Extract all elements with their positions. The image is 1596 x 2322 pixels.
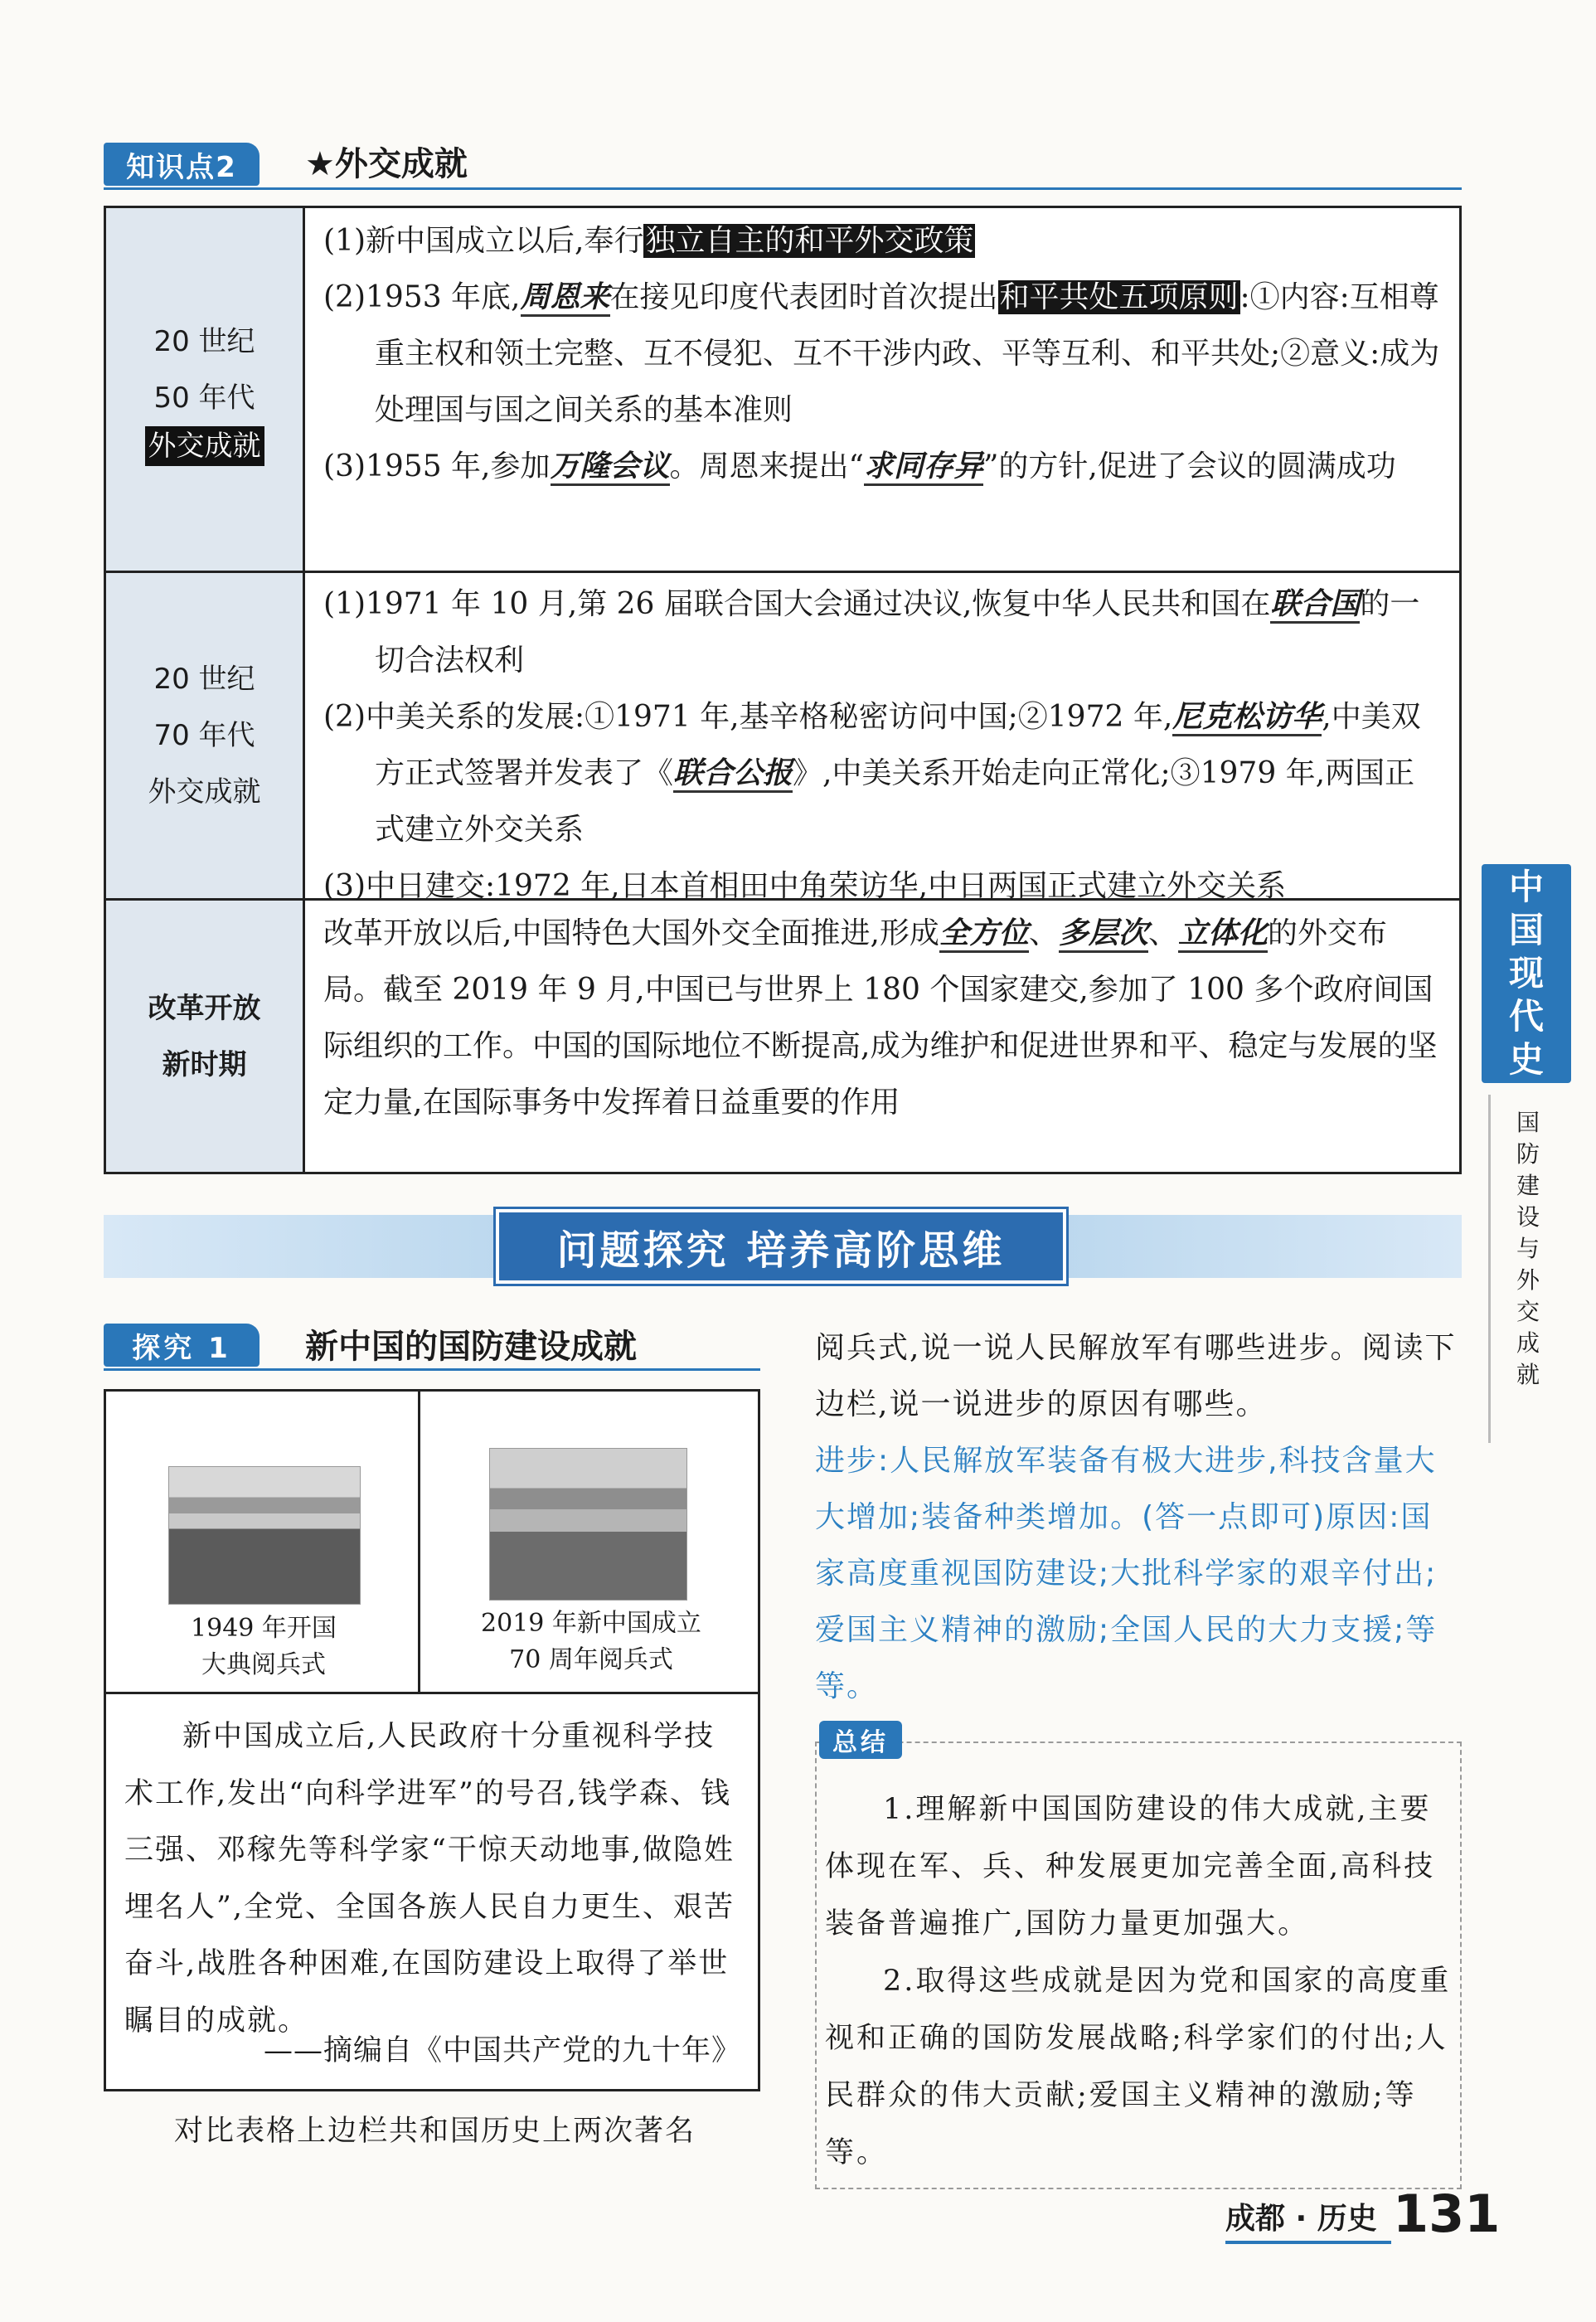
list-item: (2)1953 年底,周恩来在接见印度代表团时首次提出和平共处五项原则:①内容:互相尊重主权和领土完整、互不侵犯、互不干涉内政、平等互利、和平共处;②意义:成为处理国与国之间关系的基本准则 xyxy=(323,280,1440,427)
row-body xyxy=(323,213,1444,495)
list-item: (1)新中国成立以后,奉行独立自主的和平外交政策 xyxy=(323,224,974,258)
row-header-line: 改革开放 xyxy=(148,991,261,1025)
row-header-line: 50 年代 xyxy=(153,381,255,415)
quote-source: ——摘编自《中国共产党的九十年》 xyxy=(263,2034,741,2067)
diplomacy-table xyxy=(104,206,1462,1174)
question-text: 阅兵式,说一说人民解放军有哪些进步。阅读下边栏,说一说进步的原因有哪些。 xyxy=(815,1331,1457,1421)
explore-badge: 探究 1 xyxy=(104,1324,260,1367)
divider xyxy=(104,187,1462,190)
list-item: (3)1955 年,参加万隆会议。周恩来提出“求同存异”的方针,促进了会议的圆满成功 xyxy=(323,439,1444,495)
quote-text: 新中国成立后,人民政府十分重视科学技术工作,发出“向科学进军”的号召,钱学森、钱三强、邓稼先等科学家“干惊天动地事,做隐姓埋名人”,全党、全国各族人民自力更生、艰苦奋斗,战胜各种困难,在国防建设上取得了举世瞩目的成就。 xyxy=(124,1720,735,2038)
summary-badge: 总结 xyxy=(819,1721,902,1759)
footer-label: 成都 · 历史 xyxy=(1225,2202,1377,2236)
row-body xyxy=(323,906,1444,1131)
row-header xyxy=(106,901,305,1172)
row-header-line: 70 年代 xyxy=(153,719,255,752)
divider xyxy=(1488,1095,1491,1443)
photo-caption: 2019 年新中国成立 70 周年阅兵式 xyxy=(481,1609,701,1674)
row-header-line: 新时期 xyxy=(162,1047,247,1081)
divider xyxy=(418,1392,420,1692)
photo-table xyxy=(104,1389,760,2091)
table-row xyxy=(106,901,1459,1172)
row-header xyxy=(106,208,305,571)
table-row xyxy=(106,573,1459,901)
chapter-subtitle: 国 防 建 设 与 外 交 成 就 xyxy=(1516,1109,1540,1388)
section-title: ★外交成就 xyxy=(305,145,468,183)
explore-title: 新中国的国防建设成就 xyxy=(305,1328,637,1366)
list-item: (2)中美关系的发展:①1971 年,基辛格秘密访问中国;②1972 年,尼克松访华,中美双方正式签署并发表了《联合公报》,中美关系开始走向正常化;③1979 年,两国正式建立外交关系 xyxy=(323,700,1421,847)
list-item: 改革开放以后,中国特色大国外交全面推进,形成全方位、多层次、立体化的外交布局。截至 2019 年 9 月,中国已与世界上 180 个国家建交,参加了 100 多个政府间国际组织的工作。中国的国际地位不断提高,成为维护和促进世界和平、稳定与发展的坚定力量,在国际事务中发挥着日益重要的作用 xyxy=(323,916,1438,1120)
summary-text: 1.理解新中国国防建设的伟大成就,主要体现在军、兵、种发展更加完善全面,高科技装备普遍推广,国防力量更加强大。 2.取得这些成就是因为党和国家的高度重视和正确的国防发展战略;科学家们的付出;人民群众的伟大贡献;爱国主义精神的激励;等等。 xyxy=(825,1793,1452,2169)
page-number: 131 xyxy=(1393,2184,1501,2244)
answer-text: 进步:人民解放军装备有极大进步,科技含量大大增加;装备种类增加。(答一点即可)原因:国家高度重视国防建设;大批科学家的艰辛付出;爱国主义精神的激励;全国人民的大力支援;等等。 xyxy=(815,1444,1438,1703)
chapter-tab: 中 国 现 代 史 xyxy=(1482,864,1571,1083)
divider xyxy=(106,1692,758,1694)
knowledge-point-badge: 知识点2 xyxy=(104,143,260,186)
row-header xyxy=(106,573,305,898)
table-row xyxy=(106,208,1459,573)
row-header-line: 外交成就 xyxy=(145,426,264,466)
question-text-start: 对比表格上边栏共和国历史上两次著名 xyxy=(174,2115,696,2148)
row-header-line: 20 世纪 xyxy=(153,663,255,696)
divider xyxy=(104,1368,760,1371)
row-header-line: 外交成就 xyxy=(148,775,261,809)
row-body xyxy=(323,576,1444,915)
section-banner: 问题探究 培养高阶思维 xyxy=(496,1209,1066,1284)
list-item: (1)1971 年 10 月,第 26 届联合国大会通过决议,恢复中华人民共和国在联合国的一切合法权利 xyxy=(323,587,1420,678)
photo-caption: 1949 年开国 大典阅兵式 xyxy=(191,1614,337,1679)
parade-1949-photo xyxy=(168,1466,361,1605)
divider xyxy=(1225,2241,1391,2244)
parade-2019-photo xyxy=(489,1448,687,1601)
list-item: (3)中日建交:1972 年,日本首相田中角荣访华,中日两国正式建立外交关系 xyxy=(323,869,1287,903)
row-header-line: 20 世纪 xyxy=(153,324,255,358)
